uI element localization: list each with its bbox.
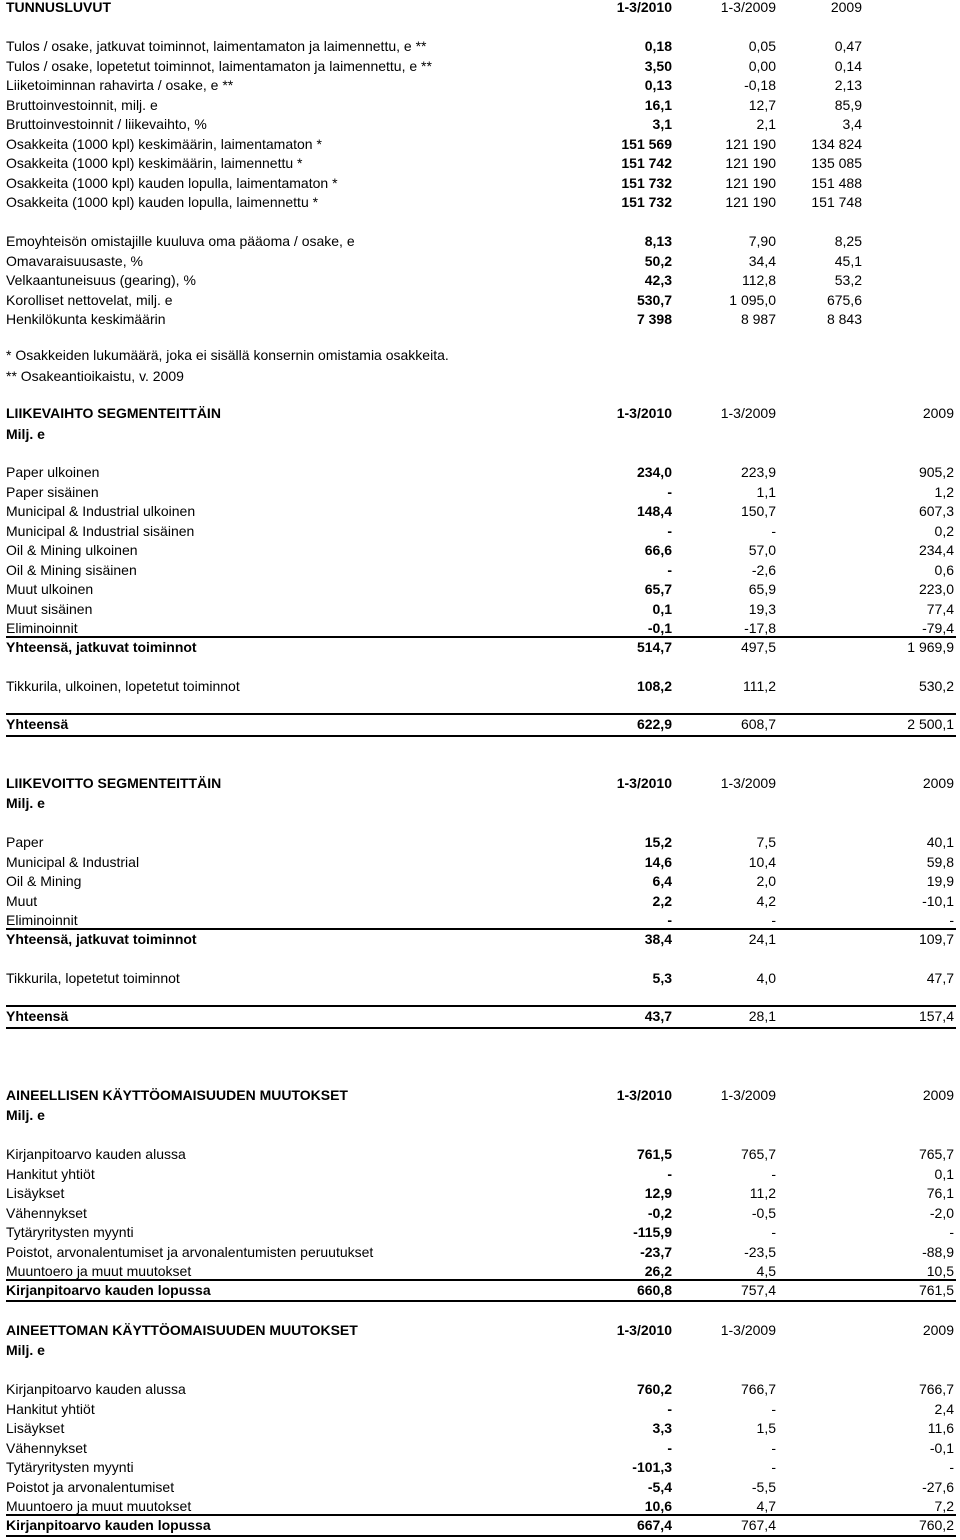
row-value-2: 7,5 <box>756 834 776 850</box>
row-value-2: 121 190 <box>725 174 776 191</box>
row-label: Yhteensä <box>6 716 69 732</box>
row-value-3: - <box>949 912 954 928</box>
row-label: Poistot, arvonalentumiset ja arvonalentumisten peruutukset <box>6 1243 374 1260</box>
row-label: Eliminoinnit <box>6 912 78 928</box>
key-figures-header <box>6 0 960 17</box>
row-value-3: 3,4 <box>842 116 862 132</box>
row-value-2: 8 987 <box>740 311 776 327</box>
intangible-assets-total-row <box>6 1515 960 1535</box>
section-title: TUNNUSLUVUT <box>6 0 111 15</box>
tangible-assets-row <box>6 1183 960 1203</box>
row-value-3: -10,1 <box>922 892 954 909</box>
row-value-3: 0,1 <box>934 1165 954 1182</box>
tangible-assets-total-row <box>6 1280 960 1300</box>
row-value-1: 12,9 <box>644 1185 672 1201</box>
row-value-1: 530,7 <box>636 291 672 308</box>
row-value-3: -88,9 <box>922 1243 954 1260</box>
row-value-3: 19,9 <box>926 873 954 889</box>
operating-profit-header <box>6 773 960 793</box>
column-header-1: 1-3/2010 <box>616 1322 672 1338</box>
row-label: Oil & Mining ulkoinen <box>6 542 138 558</box>
row-value-1: 16,1 <box>644 96 672 113</box>
row-value-2: 4,5 <box>756 1263 776 1279</box>
row-value-2: - <box>771 1459 776 1475</box>
row-label: Municipal & Industrial <box>6 853 140 870</box>
row-label: Kirjanpitoarvo kauden lopussa <box>6 1517 211 1533</box>
row-value-2: 150,7 <box>740 503 776 519</box>
section-title: AINEELLISEN KÄYTTÖOMAISUUDEN MUUTOKSET <box>6 1087 348 1103</box>
row-value-3: 134 824 <box>811 135 862 152</box>
row-value-1: 151 732 <box>621 194 672 210</box>
column-header-2: 1-3/2009 <box>720 1087 776 1103</box>
row-value-3: 760,2 <box>918 1517 954 1533</box>
section-title: AINEETTOMAN KÄYTTÖOMAISUUDEN MUUTOKSET <box>6 1322 358 1338</box>
row-label: Henkilökunta keskimäärin <box>6 311 166 327</box>
row-value-3: - <box>949 1224 954 1240</box>
row-value-1: 6,4 <box>652 873 672 889</box>
row-label: Paper sisäinen <box>6 483 99 500</box>
row-value-1: - <box>667 483 672 500</box>
row-value-1: 761,5 <box>636 1146 672 1162</box>
row-value-3: 8 843 <box>826 311 862 327</box>
revenue-row <box>6 501 960 521</box>
operating-profit-row <box>6 871 960 891</box>
row-value-2: 766,7 <box>740 1381 776 1397</box>
intangible-assets-row <box>6 1496 960 1516</box>
row-label: Poistot ja arvonalentumiset <box>6 1478 175 1495</box>
row-value-3: 675,6 <box>826 291 862 308</box>
row-value-2: - <box>771 522 776 539</box>
row-value-3: 135 085 <box>811 155 862 171</box>
unit-label: Milj. e <box>6 795 45 811</box>
row-value-3: 766,7 <box>918 1381 954 1397</box>
row-value-2: 10,4 <box>748 853 776 870</box>
row-value-2: 765,7 <box>740 1146 776 1162</box>
key-figure-row <box>6 75 960 95</box>
row-value-1: 151 569 <box>621 135 672 152</box>
row-label: Lisäykset <box>6 1420 65 1436</box>
intangible-assets-row <box>6 1418 960 1438</box>
revenue-row <box>6 560 960 580</box>
row-value-2: 34,4 <box>748 252 776 269</box>
row-label: Lisäykset <box>6 1185 65 1201</box>
row-label: Bruttoinvestoinnit / liikevaihto, % <box>6 116 207 132</box>
row-label: Municipal & Industrial ulkoinen <box>6 503 196 519</box>
row-label: Korolliset nettovelat, milj. e <box>6 291 173 308</box>
row-value-1: 514,7 <box>636 639 672 655</box>
column-header-1: 1-3/2010 <box>616 0 672 15</box>
row-value-3: 8,25 <box>834 233 862 249</box>
row-value-1: 43,7 <box>644 1008 672 1024</box>
key-figure-row <box>6 192 960 212</box>
row-label: Muut ulkoinen <box>6 581 94 597</box>
row-value-3: 47,7 <box>926 970 954 986</box>
row-value-1: - <box>667 1400 672 1417</box>
row-label: Eliminoinnit <box>6 620 78 636</box>
revenue-discontinued-row <box>6 676 960 696</box>
row-value-3: 2,13 <box>834 77 862 93</box>
total-bottom-line <box>6 1535 956 1537</box>
section-title: LIIKEVAIHTO SEGMENTEITTÄIN <box>6 405 221 421</box>
row-value-1: 0,1 <box>652 600 672 617</box>
row-value-1: 10,6 <box>644 1498 672 1514</box>
row-label: Vähennykset <box>6 1204 87 1221</box>
operating-profit-row <box>6 891 960 911</box>
row-value-2: -5,5 <box>751 1478 776 1495</box>
row-label: Yhteensä, jatkuvat toiminnot <box>6 639 197 655</box>
row-value-3: 765,7 <box>918 1146 954 1162</box>
row-value-3: 11,6 <box>927 1420 954 1436</box>
row-value-1: -5,4 <box>647 1478 672 1495</box>
row-value-2: 57,0 <box>748 542 776 558</box>
tangible-assets-header <box>6 1085 960 1105</box>
revenue-row <box>6 521 960 541</box>
row-value-3: -2,0 <box>929 1204 954 1221</box>
row-label: Osakkeita (1000 kpl) keskimäärin, laimentamaton * <box>6 135 322 152</box>
row-value-1: 50,2 <box>644 252 672 269</box>
row-value-1: - <box>667 912 672 928</box>
row-value-1: -0,2 <box>647 1204 672 1221</box>
row-value-2: 121 190 <box>725 194 776 210</box>
row-value-1: 3,3 <box>652 1420 672 1436</box>
row-value-3: 223,0 <box>918 581 954 597</box>
key-figure-row <box>6 134 960 154</box>
key-figure-row <box>6 290 960 310</box>
revenue-row <box>6 482 960 502</box>
row-value-1: 760,2 <box>636 1381 672 1397</box>
row-value-3: 2,4 <box>934 1400 954 1417</box>
row-label: Kirjanpitoarvo kauden alussa <box>6 1146 186 1162</box>
row-value-1: 15,2 <box>644 834 672 850</box>
key-figure-row <box>6 114 960 134</box>
revenue-subtotal-row <box>6 637 960 657</box>
row-value-1: - <box>667 1165 672 1182</box>
key-figure-row <box>6 251 960 271</box>
row-value-3: 530,2 <box>918 678 954 694</box>
total-bottom-line <box>6 735 956 737</box>
row-value-3: -27,6 <box>922 1478 954 1495</box>
tangible-assets-row <box>6 1261 960 1281</box>
row-value-1: 234,0 <box>636 464 672 480</box>
key-figure-row <box>6 231 960 251</box>
row-value-2: 121 190 <box>725 155 776 171</box>
row-value-2: 1,5 <box>756 1420 776 1436</box>
row-value-2: 4,7 <box>756 1498 776 1514</box>
row-value-2: 7,90 <box>748 233 776 249</box>
column-header-3: 2009 <box>922 405 954 421</box>
row-label: Paper <box>6 834 44 850</box>
unit-label: Milj. e <box>6 1342 45 1358</box>
key-figure-row <box>6 153 960 173</box>
footnote: * Osakkeiden lukumäärä, joka ei sisällä konsernin omistamia osakkeita. <box>6 347 449 363</box>
row-value-3: 109,7 <box>918 931 954 947</box>
row-value-3: 85,9 <box>834 96 862 113</box>
row-value-3: 7,2 <box>934 1498 954 1514</box>
row-value-2: 223,9 <box>740 464 776 480</box>
column-header-2: 1-3/2009 <box>720 775 776 791</box>
row-value-1: - <box>667 561 672 578</box>
row-value-3: 761,5 <box>918 1282 954 1298</box>
row-value-1: -23,7 <box>640 1243 672 1260</box>
row-label: Oil & Mining <box>6 873 82 889</box>
row-value-1: 622,9 <box>636 716 672 732</box>
row-value-2: -0,5 <box>751 1204 776 1221</box>
row-value-1: 0,18 <box>644 38 672 54</box>
column-header-2: 1-3/2009 <box>720 1322 776 1338</box>
row-value-2: 65,9 <box>748 581 776 597</box>
row-value-2: 4,0 <box>756 970 776 986</box>
row-value-2: 112,8 <box>742 272 776 288</box>
row-label: Municipal & Industrial sisäinen <box>6 522 195 539</box>
row-value-1: 26,2 <box>644 1263 672 1279</box>
row-value-3: 1 969,9 <box>907 639 954 655</box>
intangible-assets-row <box>6 1379 960 1399</box>
row-value-2: 0,00 <box>748 57 776 74</box>
row-value-2: 4,2 <box>756 892 776 909</box>
row-value-1: 3,1 <box>652 116 672 132</box>
row-label: Tytäryritysten myynti <box>6 1224 134 1240</box>
column-header-1: 1-3/2010 <box>616 405 672 421</box>
row-value-3: 1,2 <box>934 483 954 500</box>
column-header-3: 2009 <box>922 1087 954 1103</box>
column-header-3: 2009 <box>922 775 954 791</box>
row-label: Muuntoero ja muut muutokset <box>6 1263 192 1279</box>
row-value-3: -0,1 <box>929 1439 954 1456</box>
row-label: Yhteensä, jatkuvat toiminnot <box>6 931 197 947</box>
unit-label: Milj. e <box>6 1107 45 1123</box>
row-value-3: 76,1 <box>926 1185 954 1201</box>
row-value-2: 19,3 <box>748 600 776 617</box>
column-header-2: 1-3/2009 <box>720 405 776 421</box>
column-header-1: 1-3/2010 <box>616 1087 672 1103</box>
row-value-3: 607,3 <box>918 503 954 519</box>
revenue-row <box>6 579 960 599</box>
row-value-3: 59,8 <box>926 853 954 870</box>
row-label: Hankitut yhtiöt <box>6 1400 95 1417</box>
intangible-assets-header <box>6 1320 960 1340</box>
row-value-1: 7 398 <box>636 311 672 327</box>
unit-label: Milj. e <box>6 426 45 442</box>
row-value-1: 660,8 <box>636 1282 672 1298</box>
row-label: Osakkeita (1000 kpl) keskimäärin, laimennettu * <box>6 155 303 171</box>
operating-profit-row <box>6 852 960 872</box>
column-header-3: 2009 <box>922 1322 954 1338</box>
row-value-1: 66,6 <box>644 542 672 558</box>
row-label: Paper ulkoinen <box>6 464 100 480</box>
row-label: Muuntoero ja muut muutokset <box>6 1498 192 1514</box>
row-value-1: 65,7 <box>644 581 672 597</box>
row-value-1: 151 732 <box>621 174 672 191</box>
row-value-2: - <box>771 1400 776 1417</box>
row-value-2: 2,1 <box>756 116 776 132</box>
row-label: Liiketoiminnan rahavirta / osake, e ** <box>6 77 234 93</box>
tangible-assets-row <box>6 1222 960 1242</box>
row-value-2: -0,18 <box>744 77 776 93</box>
row-label: Kirjanpitoarvo kauden alussa <box>6 1381 186 1397</box>
row-value-1: 8,13 <box>644 233 672 249</box>
row-label: Bruttoinvestoinnit, milj. e <box>6 96 158 113</box>
row-value-3: 53,2 <box>834 272 862 288</box>
row-value-2: 12,7 <box>748 96 776 113</box>
row-value-2: - <box>771 1439 776 1456</box>
column-header-2: 1-3/2009 <box>720 0 776 15</box>
row-value-3: - <box>949 1459 954 1475</box>
row-value-2: - <box>771 1224 776 1240</box>
intangible-assets-row <box>6 1438 960 1458</box>
row-value-2: -17,8 <box>744 620 776 636</box>
operating-profit-subtotal-row <box>6 929 960 949</box>
row-value-2: 1,1 <box>756 483 776 500</box>
row-value-1: 38,4 <box>644 931 672 947</box>
operating-profit-row <box>6 832 960 852</box>
row-value-3: 77,4 <box>926 600 954 617</box>
row-value-3: 2 500,1 <box>907 716 954 732</box>
row-value-3: 234,4 <box>918 542 954 558</box>
row-label: Kirjanpitoarvo kauden lopussa <box>6 1282 211 1298</box>
row-value-3: 151 748 <box>811 194 862 210</box>
row-value-1: 5,3 <box>652 970 672 986</box>
row-value-1: 667,4 <box>636 1517 672 1533</box>
row-value-3: 0,6 <box>934 561 954 578</box>
intangible-assets-row <box>6 1457 960 1477</box>
row-label: Hankitut yhtiöt <box>6 1165 95 1182</box>
row-value-1: -101,3 <box>632 1459 672 1475</box>
row-label: Osakkeita (1000 kpl) kauden lopulla, laimentamaton * <box>6 174 338 191</box>
row-value-3: 0,14 <box>834 57 862 74</box>
row-value-1: 42,3 <box>644 272 672 288</box>
row-value-1: 3,50 <box>644 57 672 74</box>
row-label: Oil & Mining sisäinen <box>6 561 137 578</box>
row-value-2: 2,0 <box>756 873 776 889</box>
footnote: ** Osakeantioikaistu, v. 2009 <box>6 368 184 384</box>
total-bottom-line <box>6 1300 956 1302</box>
revenue-total-row <box>6 714 960 734</box>
row-value-3: 45,1 <box>834 252 862 269</box>
row-value-2: 111,2 <box>743 678 776 694</box>
operating-profit-total-row <box>6 1006 960 1026</box>
row-value-2: 608,7 <box>740 716 776 732</box>
row-value-1: 151 742 <box>621 155 672 171</box>
tangible-assets-row <box>6 1144 960 1164</box>
row-value-2: -23,5 <box>744 1243 776 1260</box>
row-label: Osakkeita (1000 kpl) kauden lopulla, laimennettu * <box>6 194 319 210</box>
row-value-2: 757,4 <box>740 1282 776 1298</box>
row-value-1: - <box>667 522 672 539</box>
intangible-assets-row <box>6 1399 960 1419</box>
row-label: Muut sisäinen <box>6 600 93 617</box>
row-value-3: 40,1 <box>926 834 954 850</box>
row-label: Muut <box>6 892 38 909</box>
row-value-1: 148,4 <box>636 503 672 519</box>
row-value-1: 0,13 <box>644 77 672 93</box>
row-value-2: 767,4 <box>740 1517 776 1533</box>
row-value-3: 151 488 <box>811 174 862 191</box>
column-header-1: 1-3/2010 <box>616 775 672 791</box>
row-value-3: 905,2 <box>918 464 954 480</box>
revenue-row <box>6 618 960 638</box>
row-value-2: 11,2 <box>749 1185 776 1201</box>
row-label: Tikkurila, lopetetut toiminnot <box>6 970 180 986</box>
row-label: Emoyhteisön omistajille kuuluva oma pääoma / osake, e <box>6 233 355 249</box>
row-label: Tytäryritysten myynti <box>6 1459 134 1475</box>
row-label: Yhteensä <box>6 1008 69 1024</box>
section-title: LIIKEVOITTO SEGMENTEITTÄIN <box>6 775 222 791</box>
row-label: Tikkurila, ulkoinen, lopetetut toiminnot <box>6 678 240 694</box>
row-label: Tulos / osake, lopetetut toiminnot, laimentamaton ja laimennettu, e ** <box>6 57 432 74</box>
key-figure-row <box>6 36 960 56</box>
revenue-row <box>6 540 960 560</box>
row-value-2: 0,05 <box>748 38 776 54</box>
row-value-2: -2,6 <box>751 561 776 578</box>
row-value-2: 497,5 <box>740 639 776 655</box>
operating-profit-row <box>6 910 960 930</box>
key-figure-row <box>6 173 960 193</box>
row-value-3: 157,4 <box>918 1008 954 1024</box>
row-label: Omavaraisuusaste, % <box>6 252 143 269</box>
row-label: Velkaantuneisuus (gearing), % <box>6 272 196 288</box>
operating-profit-discontinued-row <box>6 968 960 988</box>
row-label: Vähennykset <box>6 1439 87 1456</box>
revenue-row <box>6 599 960 619</box>
tangible-assets-row <box>6 1242 960 1262</box>
key-figure-row <box>6 95 960 115</box>
row-value-1: 2,2 <box>652 892 672 909</box>
row-value-2: - <box>771 1165 776 1182</box>
tangible-assets-row <box>6 1164 960 1184</box>
row-value-2: 28,1 <box>748 1008 776 1024</box>
revenue-header <box>6 403 960 423</box>
row-value-2: 1 095,0 <box>729 291 776 308</box>
total-bottom-line <box>6 1027 956 1029</box>
key-figure-row <box>6 309 960 329</box>
row-value-3: 0,47 <box>834 38 862 54</box>
row-value-3: 10,5 <box>926 1263 954 1279</box>
intangible-assets-row <box>6 1477 960 1497</box>
row-value-1: -115,9 <box>633 1224 672 1240</box>
key-figure-row <box>6 56 960 76</box>
tangible-assets-row <box>6 1203 960 1223</box>
row-value-1: 14,6 <box>644 853 672 870</box>
revenue-row <box>6 462 960 482</box>
row-value-2: - <box>771 912 776 928</box>
column-header-3: 2009 <box>830 0 862 15</box>
key-figure-row <box>6 270 960 290</box>
row-value-3: 0,2 <box>934 522 954 539</box>
row-value-1: -0,1 <box>647 620 672 636</box>
row-value-2: 24,1 <box>748 931 776 947</box>
row-value-1: - <box>667 1439 672 1456</box>
row-value-2: 121 190 <box>725 135 776 152</box>
row-value-3: -79,4 <box>922 620 954 636</box>
row-value-1: 108,2 <box>636 678 672 694</box>
row-label: Tulos / osake, jatkuvat toiminnot, laimentamaton ja laimennettu, e ** <box>6 38 427 54</box>
